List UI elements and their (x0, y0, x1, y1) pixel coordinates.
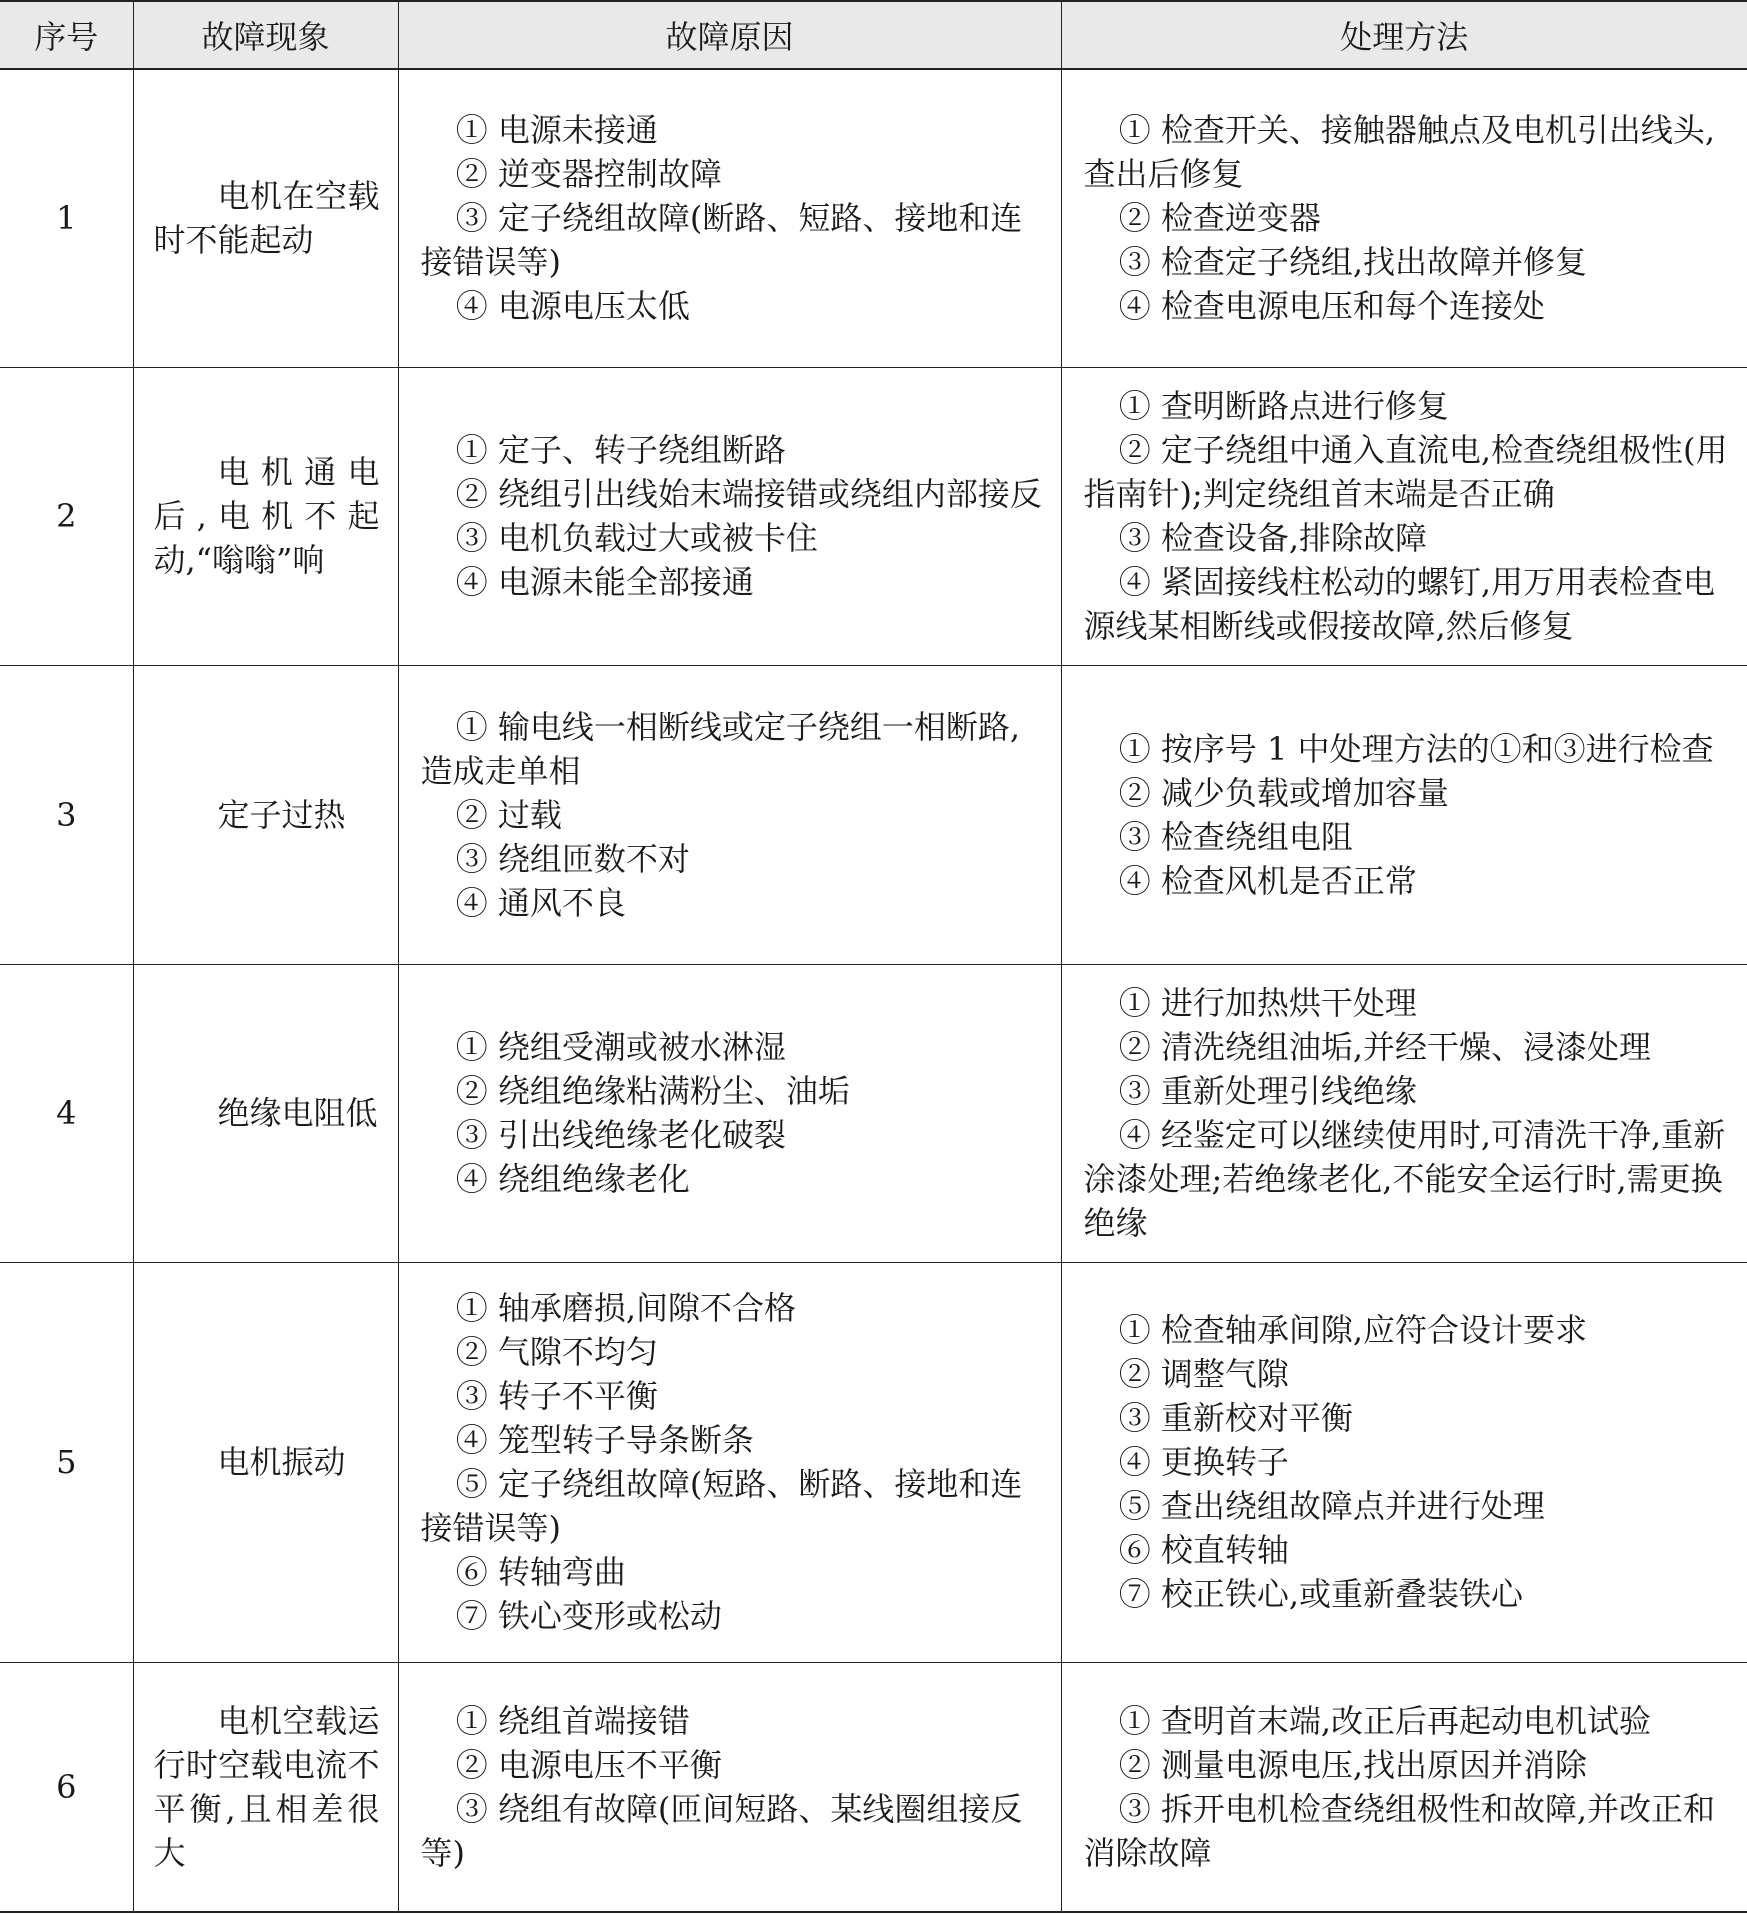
method-item: ③ 重新处理引线绝缘 (1118, 1072, 1417, 1110)
table-row (0, 1662, 1747, 1912)
cause-item: ⑦ 铁心变形或松动 (455, 1597, 722, 1635)
cause-item: ④ 笼型转子导条断条 (455, 1421, 754, 1459)
method-item: ② 调整气隙 (1118, 1355, 1289, 1393)
row-methods (1061, 367, 1747, 665)
method-item: ① 查明首末端,改正后再起动电机试验 (1118, 1701, 1652, 1740)
method-item: ② 清洗绕组油垢,并经干燥、浸漆处理 (1118, 1028, 1652, 1066)
method-item: ① 检查开关、接触器触点及电机引出线头,查出后修复 (1083, 111, 1716, 194)
header-cause: 故障原因 (398, 1, 1061, 69)
cause-item: ② 逆变器控制故障 (455, 155, 722, 194)
row-causes (398, 665, 1061, 964)
table-row (0, 69, 1747, 367)
method-item: ② 测量电源电压,找出原因并消除 (1118, 1745, 1588, 1784)
symptom-text: 电机通电后,电机不起动,“嗡嗡”响 (153, 453, 380, 579)
row-symptom (133, 367, 398, 665)
method-item: ⑦ 校正铁心,或重新叠装铁心 (1118, 1575, 1524, 1613)
row-causes (398, 964, 1061, 1262)
row-num: 5 (0, 1262, 133, 1662)
method-item: ② 定子绕组中通入直流电,检查绕组极性(用指南针);判定绕组首末端是否正确 (1083, 431, 1728, 513)
table-row (0, 964, 1747, 1262)
method-item: ③ 检查定子绕组,找出故障并修复 (1118, 243, 1588, 282)
cause-item: ② 绕组绝缘粘满粉尘、油垢 (455, 1072, 850, 1110)
header-symptom: 故障现象 (133, 1, 398, 69)
cause-item: ① 输电线一相断线或定子绕组一相断路,造成走单相 (420, 707, 1021, 790)
row-num: 1 (0, 69, 133, 367)
method-item: ③ 检查设备,排除故障 (1118, 519, 1428, 557)
method-item: ① 按序号 1 中处理方法的①和③进行检查 (1118, 729, 1714, 768)
cause-item: ③ 电机负载过大或被卡住 (455, 519, 818, 557)
method-item: ③ 检查绕组电阻 (1118, 817, 1353, 856)
method-item: ④ 更换转子 (1118, 1443, 1289, 1481)
row-methods (1061, 665, 1747, 964)
method-item: ④ 经鉴定可以继续使用时,可清洗干净,重新涂漆处理;若绝缘老化,不能安全运行时,需更换绝缘 (1083, 1116, 1726, 1242)
method-item: ② 检查逆变器 (1118, 199, 1321, 238)
row-num: 2 (0, 367, 133, 665)
table-body (0, 69, 1747, 1912)
method-item: ⑥ 校直转轴 (1118, 1531, 1289, 1569)
row-num: 3 (0, 665, 133, 964)
row-causes (398, 1262, 1061, 1662)
method-item: ⑤ 查出绕组故障点并进行处理 (1118, 1487, 1545, 1525)
cause-item: ② 过载 (455, 795, 562, 834)
cause-item: ④ 绕组绝缘老化 (455, 1160, 690, 1198)
header-num: 序号 (0, 1, 133, 69)
cause-item: ③ 转子不平衡 (455, 1377, 658, 1415)
row-symptom (133, 1262, 398, 1662)
method-item: ① 查明断路点进行修复 (1118, 387, 1449, 425)
symptom-text: 绝缘电阻低 (217, 1094, 378, 1132)
header-row (0, 1, 1747, 69)
row-symptom (133, 964, 398, 1262)
method-item: ④ 紧固接线柱松动的螺钉,用万用表检查电源线某相断线或假接故障,然后修复 (1083, 563, 1716, 645)
row-num: 4 (0, 964, 133, 1262)
symptom-text: 电机振动 (217, 1443, 346, 1481)
method-item: ② 减少负载或增加容量 (1118, 773, 1449, 812)
symptom-text: 电机在空载时不能起动 (153, 177, 380, 260)
cause-item: ① 电源未接通 (455, 111, 658, 150)
method-item: ③ 重新校对平衡 (1118, 1399, 1353, 1437)
row-methods (1061, 964, 1747, 1262)
cause-item: ① 定子、转子绕组断路 (455, 431, 786, 469)
cause-item: ④ 电源未能全部接通 (455, 563, 754, 601)
cause-item: ① 轴承磨损,间隙不合格 (455, 1289, 797, 1327)
method-item: ④ 检查电源电压和每个连接处 (1118, 287, 1545, 326)
table-row (0, 665, 1747, 964)
symptom-text: 电机空载运行时空载电流不平衡,且相差很大 (153, 1701, 380, 1872)
cause-item: ① 绕组受潮或被水淋湿 (455, 1028, 786, 1066)
cause-item: ③ 绕组匝数不对 (455, 839, 690, 878)
method-item: ③ 拆开电机检查绕组极性和故障,并改正和消除故障 (1083, 1789, 1716, 1872)
cause-item: ④ 通风不良 (455, 883, 626, 922)
method-item: ① 检查轴承间隙,应符合设计要求 (1118, 1311, 1588, 1349)
row-methods (1061, 1662, 1747, 1912)
cause-item: ③ 引出线绝缘老化破裂 (455, 1116, 786, 1154)
row-num: 6 (0, 1662, 133, 1912)
row-symptom (133, 69, 398, 367)
table-row (0, 367, 1747, 665)
row-symptom (133, 1662, 398, 1912)
cause-item: ② 绕组引出线始末端接错或绕组内部接反 (455, 475, 1042, 513)
cause-item: ① 绕组首端接错 (455, 1701, 690, 1740)
cause-item: ④ 电源电压太低 (455, 287, 690, 326)
row-causes (398, 367, 1061, 665)
cause-item: ③ 绕组有故障(匝间短路、某线圈组接反等) (420, 1789, 1023, 1872)
row-causes (398, 1662, 1061, 1912)
table-row (0, 1262, 1747, 1662)
header-method: 处理方法 (1061, 1, 1747, 69)
row-causes (398, 69, 1061, 367)
cause-item: ⑥ 转轴弯曲 (455, 1553, 626, 1591)
method-item: ④ 检查风机是否正常 (1118, 861, 1417, 900)
cause-item: ② 电源电压不平衡 (455, 1745, 722, 1784)
method-item: ① 进行加热烘干处理 (1118, 984, 1417, 1022)
symptom-text: 定子过热 (217, 795, 346, 834)
cause-item: ② 气隙不均匀 (455, 1333, 658, 1371)
cause-item: ⑤ 定子绕组故障(短路、断路、接地和连接错误等) (420, 1465, 1023, 1547)
row-methods (1061, 1262, 1747, 1662)
row-methods (1061, 69, 1747, 367)
row-symptom (133, 665, 398, 964)
cause-item: ③ 定子绕组故障(断路、短路、接地和连接错误等) (420, 199, 1023, 282)
